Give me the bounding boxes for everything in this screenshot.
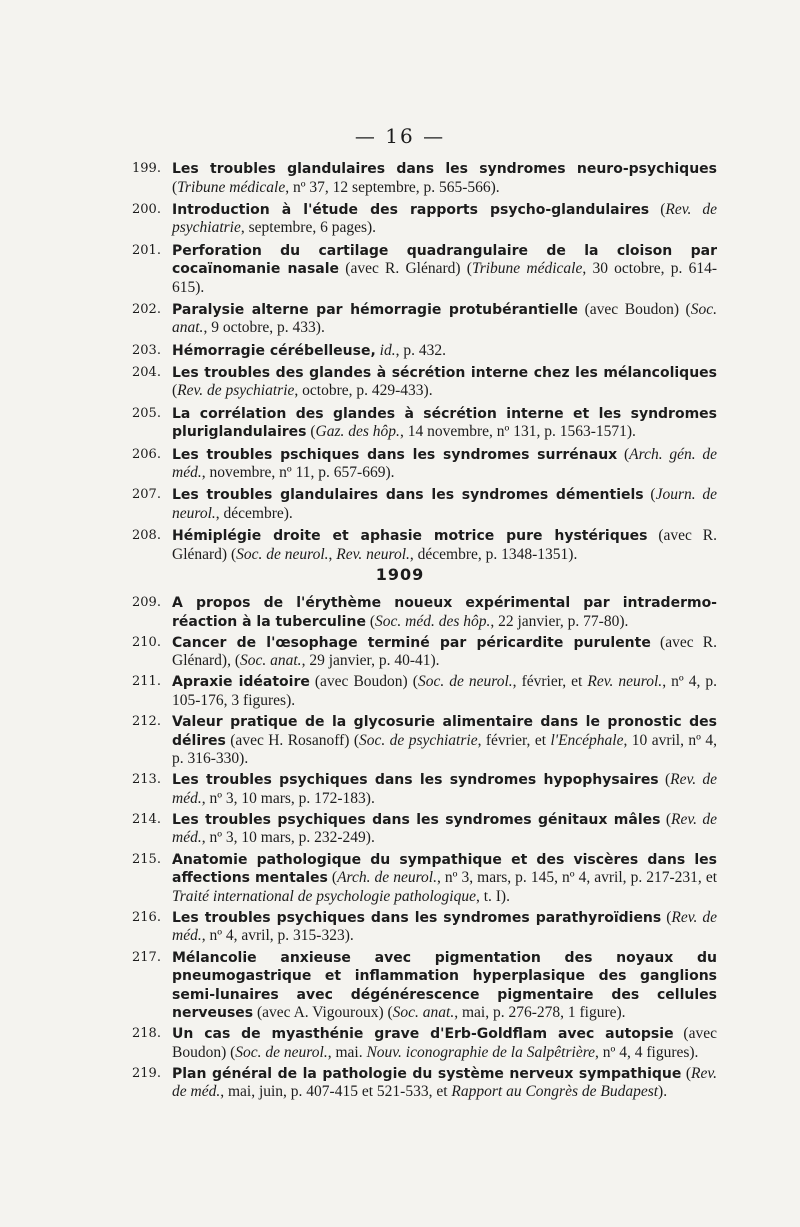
entry-details: (avec R. Glénard) (: [172, 527, 717, 563]
entry-number: 212.: [132, 714, 161, 730]
entry-text: [172, 713, 717, 769]
entry-number: 214.: [132, 811, 161, 827]
entry-details: , mai, p. 276-278, 1 figure).: [454, 1004, 626, 1021]
entry-number: 218.: [132, 1026, 161, 1042]
entry-details: , nº 4, p. 105-176, 3 figures).: [172, 673, 717, 709]
entry-details: , 10 avril, nº 4, p. 316-330).: [172, 731, 717, 768]
year-heading: 1909: [375, 565, 425, 584]
entry-text: [172, 446, 717, 483]
entry-details: (: [649, 200, 666, 218]
bibliography-entry: [132, 713, 717, 769]
bibliography-entry: [132, 1025, 717, 1062]
entry-text: [172, 405, 717, 442]
entry-text: [172, 486, 717, 523]
entry-text: [172, 949, 717, 1023]
entry-details: , mai, juin, p. 407-415 et 521-533, et: [220, 1083, 452, 1101]
entry-title: Les troubles glandulaires dans les syndromes neuro-psychiques: [172, 161, 717, 177]
entry-details: , mai.: [327, 1043, 367, 1061]
entry-number: 211.: [132, 674, 161, 690]
bibliography-entry: [132, 811, 717, 848]
entry-text: [172, 242, 717, 298]
entry-details: , nº 3, 10 mars, p. 232-249).: [201, 829, 375, 847]
entry-details: (: [660, 810, 672, 828]
entry-source: Nouv. iconographie de la Salpêtrière: [366, 1043, 596, 1061]
entry-details: (: [658, 771, 671, 789]
bibliography-entry: [132, 527, 717, 564]
entry-details: , nº 4, 4 figures).: [595, 1043, 699, 1061]
entry-title: Apraxie idéatoire: [172, 674, 310, 691]
bibliography-entry: [132, 242, 717, 298]
entry-details: (: [643, 486, 656, 504]
entry-details: (: [172, 178, 178, 196]
entry-source: l'Encéphale: [550, 731, 624, 749]
entry-number: 203.: [132, 342, 161, 358]
entry-number: 199.: [132, 161, 161, 176]
entry-source: Arch. gén. de méd.: [172, 445, 717, 482]
bibliography-entry: [132, 486, 717, 523]
bibliography-entry: [132, 405, 717, 442]
entry-source: Rev. de méd.: [172, 771, 718, 807]
entry-source: Rev. neurol.: [587, 673, 663, 691]
entry-details: (: [617, 445, 630, 463]
entry-source: Tribune médicale: [471, 260, 583, 278]
entry-title: Introduction à l'étude des rapports psycho-glandulaires: [172, 201, 650, 218]
bibliography-entry: [132, 771, 717, 808]
entry-details: , nº 4, avril, p. 315-323).: [201, 927, 354, 945]
entry-title: Les troubles des glandes à sécrétion interne chez les mélancoliques: [172, 364, 717, 381]
bibliography-entry: [132, 342, 717, 361]
entry-details: , 22 janvier, p. 77-80).: [490, 612, 629, 630]
page-number: — 16 —: [354, 124, 446, 148]
entry-number: 208.: [132, 528, 161, 544]
entry-source: Soc. anat.: [172, 300, 717, 337]
entry-text: [172, 527, 717, 564]
entry-details: , décembre, p. 1348-1351).: [409, 545, 578, 563]
bibliography-entry: [132, 851, 717, 907]
entry-details: ).: [658, 1083, 668, 1101]
entry-source: Soc. méd. des hôp.: [375, 612, 491, 630]
entry-number: 200.: [132, 201, 161, 217]
entry-text: [172, 851, 717, 907]
bibliography-entry: [132, 301, 717, 338]
entry-details: , octobre, p. 429-433).: [294, 382, 433, 400]
entry-title: Les troubles psychiques dans les syndromes parathyroïdiens: [172, 909, 662, 926]
entry-details: , nº 37, 12 septembre, p. 565-566).: [285, 178, 500, 196]
bibliography-entry: [132, 160, 717, 197]
bibliography-entry: [132, 673, 717, 710]
entry-source: Arch. de neurol.: [337, 869, 437, 887]
entry-title: La corrélation des glandes à sécrétion interne et les syndromes pluriglandulaires: [172, 405, 717, 441]
entry-title: Les troubles pschiques dans les syndromes surrénaux: [172, 446, 618, 463]
entry-details: , t. I).: [475, 887, 510, 905]
entry-text: [172, 160, 717, 197]
entry-details: , décembre).: [215, 504, 293, 522]
bibliography-entry: [132, 909, 717, 946]
entry-source: Soc. de neurol.: [235, 1043, 328, 1061]
entry-text: [172, 594, 717, 631]
entry-title: Paralysie alterne par hémorragie protubérantielle: [172, 301, 579, 318]
entry-details: , 9 octobre, p. 433).: [203, 319, 325, 337]
entry-details: (: [306, 423, 316, 441]
entry-details: (avec Boudon) (: [309, 673, 418, 691]
entry-details: (: [172, 382, 178, 400]
bibliography-entry: [132, 594, 717, 631]
entry-source: Rapport au Congrès de Budapest: [451, 1083, 659, 1101]
entry-text: [172, 811, 717, 848]
entry-title: Plan général de la pathologie du système nerveux sympathique: [172, 1065, 682, 1082]
entry-details: , 29 janvier, p. 40-41).: [301, 652, 440, 670]
entry-title: Un cas de myasthénie grave d'Erb-Goldflam avec autopsie: [172, 1026, 674, 1043]
entry-text: [172, 201, 717, 238]
entry-title: Hémorragie cérébelleuse,: [172, 342, 376, 359]
entry-text: [172, 771, 717, 808]
entry-details: (avec R. Glénard), (: [172, 633, 717, 670]
entry-title: Les troubles psychiques dans les syndromes génitaux mâles: [172, 811, 661, 828]
entry-title: Cancer de l'œsophage terminé par péricardite purulente: [172, 634, 651, 651]
entry-number: 204.: [132, 364, 161, 380]
entry-source: Tribune médicale: [177, 178, 286, 196]
entry-title: Hémiplégie droite et aphasie motrice pure hystériques: [172, 528, 648, 545]
entry-details: (avec R. Glénard) (: [339, 260, 472, 278]
entry-details: , nº 3, mars, p. 145, nº 4, avril, p. 217-231, et: [436, 869, 717, 887]
entry-text: [172, 364, 717, 401]
entry-details: , septembre, 6 pages).: [240, 219, 377, 237]
entry-source: Soc. anat.: [392, 1004, 455, 1021]
entry-source: Rev. neurol.: [336, 545, 410, 563]
entry-text: [172, 342, 717, 361]
entry-title: Valeur pratique de la glycosurie alimentaire dans le pronostic des délires: [172, 714, 717, 749]
entry-number: 205.: [132, 405, 161, 421]
entry-text: [172, 1065, 717, 1102]
entry-number: 213.: [132, 772, 161, 788]
entry-text: [172, 1025, 717, 1062]
entry-source: Soc. anat.: [240, 652, 302, 670]
entry-text: [172, 909, 717, 946]
entry-details: , nº 3, 10 mars, p. 172-183).: [201, 789, 375, 807]
entry-source: Rev. de psychiatrie: [172, 200, 718, 237]
entry-source: Gaz. des hôp.: [315, 423, 400, 441]
entry-text: [172, 301, 717, 338]
entry-number: 206.: [132, 446, 161, 462]
bibliography-entry: [132, 1065, 717, 1102]
entry-source: Journ. de neurol.: [172, 486, 717, 522]
entry-details: (: [681, 1064, 692, 1082]
entry-title: A propos de l'érythème noueux expérimental par intradermo-réaction à la tuberculine: [172, 595, 717, 630]
bibliography-entry: [132, 634, 717, 671]
entry-number: 219.: [132, 1065, 161, 1081]
entry-title: Les troubles psychiques dans les syndromes hypophysaires: [172, 772, 659, 789]
entry-details: (avec A. Vigouroux) (: [253, 1004, 393, 1021]
entry-details: , février, et: [512, 673, 588, 691]
entry-source: Rev. de psychiatrie: [177, 382, 295, 400]
entry-number: 207.: [132, 487, 161, 503]
bibliography-entry: [132, 446, 717, 483]
entry-details: (avec Boudon) (: [578, 300, 691, 318]
entry-source: Soc. de neurol.: [417, 673, 513, 691]
entry-number: 217.: [132, 949, 161, 965]
bibliography-list-1908: [132, 160, 717, 568]
entry-title: Les troubles glandulaires dans les syndromes démentiels: [172, 487, 644, 504]
entry-source: id.: [379, 341, 396, 359]
entry-details: ,: [328, 545, 337, 563]
bibliography-entry: [132, 201, 717, 238]
entry-title: Perforation du cartilage quadrangulaire de la cloison par cocaïnomanie nasale: [172, 242, 717, 278]
entry-details: , février, et: [477, 731, 551, 749]
bibliography-entry: [132, 949, 717, 1023]
entry-number: 210.: [132, 634, 161, 650]
entry-source: Rev. de méd.: [172, 810, 717, 847]
entry-source: Rev. de méd.: [172, 908, 717, 945]
entry-details: , 14 novembre, nº 131, p. 1563-1571).: [399, 423, 636, 441]
entry-text: [172, 673, 717, 710]
bibliography-list-1909: [132, 594, 717, 1105]
entry-number: 209.: [132, 595, 161, 610]
entry-title: Anatomie pathologique du sympathique et des viscères dans les affections mentales: [172, 851, 717, 887]
entry-details: (: [661, 908, 672, 926]
entry-details: (avec H. Rosanoff) (: [225, 731, 359, 749]
entry-details: , novembre, nº 11, p. 657-669).: [201, 464, 395, 482]
entry-details: (: [327, 869, 338, 887]
entry-details: , 30 octobre, p. 614-615).: [172, 260, 717, 296]
entry-source: Rev. de méd.: [172, 1064, 717, 1101]
entry-source: Soc. de neurol.: [236, 545, 329, 563]
entry-details: (: [365, 612, 375, 630]
entry-source: Traité international de psychologie pathologique: [172, 887, 476, 905]
entry-number: 202.: [132, 301, 161, 317]
entry-details: , p. 432.: [395, 341, 446, 359]
entry-text: [172, 634, 717, 671]
entry-number: 215.: [132, 851, 161, 867]
entry-source: Soc. de psychiatrie: [359, 731, 478, 749]
entry-number: 201.: [132, 242, 161, 258]
entry-number: 216.: [132, 909, 161, 925]
entry-title: Mélancolie anxieuse avec pigmentation des noyaux du pneumogastrique et inflammation hyperplasique des ganglions semi-lunaires avec dégénérescence pigmentaire des cellules nerveuses: [172, 949, 717, 1021]
bibliography-entry: [132, 364, 717, 401]
entry-details: (avec Boudon) (: [172, 1025, 717, 1061]
